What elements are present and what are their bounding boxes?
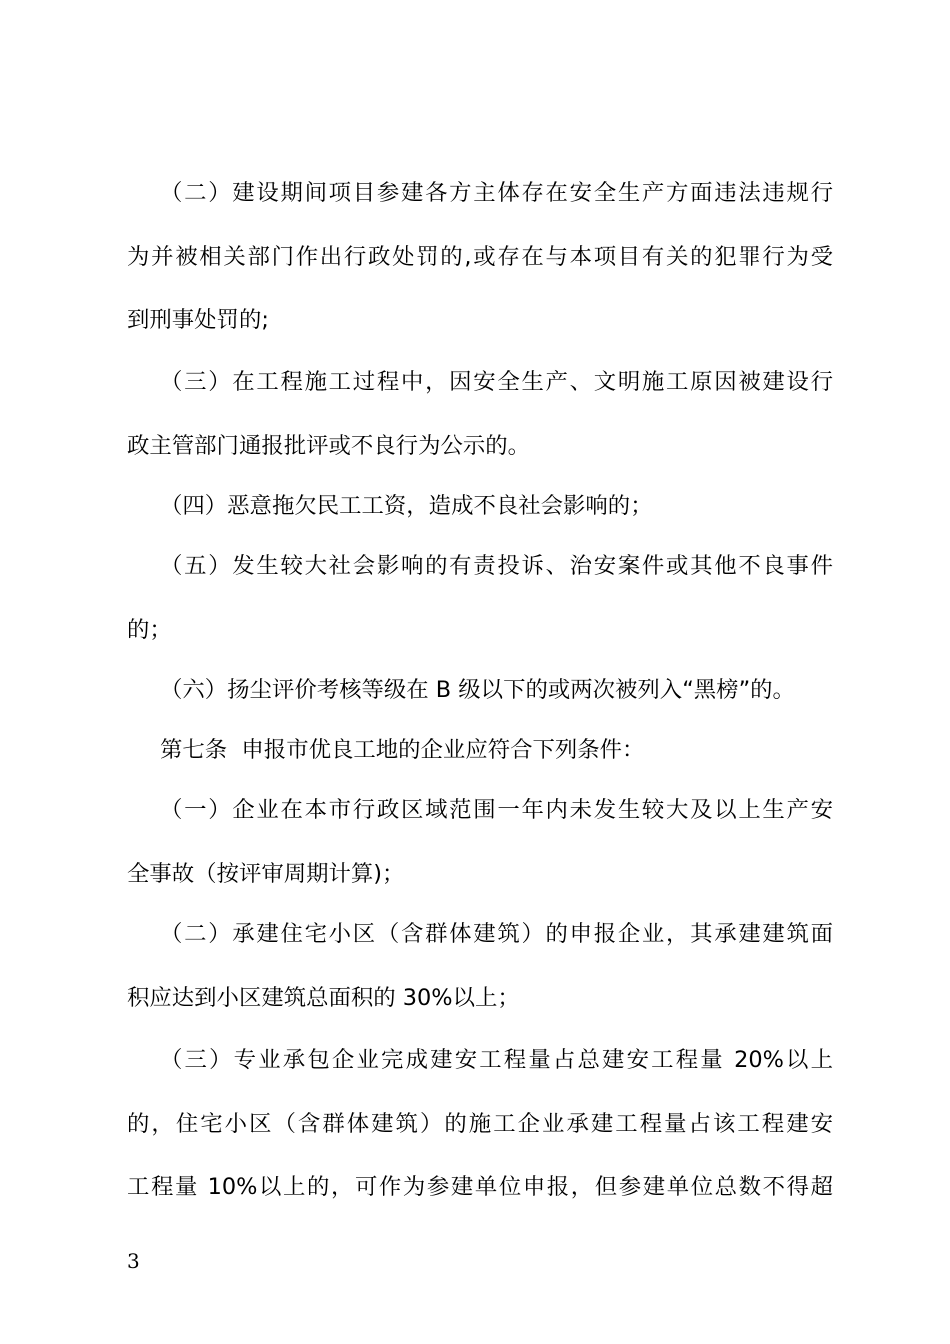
paragraph-line: （五）发生较大社会影响的有责投诉、治安案件或其他不良事件 <box>160 553 833 579</box>
article-heading: 第七条 申报市优良工地的企业应符合下列条件： <box>160 737 645 763</box>
paragraph-line: 的，住宅小区（含群体建筑）的施工企业承建工程量占该工程建安 <box>127 1111 833 1137</box>
paragraph-line: 政主管部门通报批评或不良行为公示的。 <box>127 433 531 459</box>
paragraph-line: （二）建设期间项目参建各方主体存在安全生产方面违法违规行 <box>160 180 833 206</box>
paragraph-line: 为并被相关部门作出行政处罚的,或存在与本项目有关的犯罪行为受 <box>127 244 833 270</box>
paragraph-line: （三）专业承包企业完成建安工程量占总建安工程量 20%以上 <box>160 1047 833 1073</box>
paragraph-line: （四）恶意拖欠民工工资，造成不良社会影响的； <box>160 493 653 519</box>
paragraph-line: 工程量 10%以上的，可作为参建单位申报，但参建单位总数不得超 <box>127 1174 833 1200</box>
page-number: 3 <box>127 1249 140 1273</box>
paragraph-line: 全事故（按评审周期计算)； <box>127 861 405 887</box>
paragraph-line: 到刑事处罚的; <box>127 307 269 333</box>
paragraph-line: （三）在工程施工过程中，因安全生产、文明施工原因被建设行 <box>160 369 833 395</box>
paragraph-line: （一）企业在本市行政区域范围一年内未发生较大及以上生产安 <box>160 797 833 823</box>
paragraph-line: 积应达到小区建筑总面积的 30%以上； <box>127 985 520 1011</box>
paragraph-line: （二）承建住宅小区（含群体建筑）的申报企业，其承建建筑面 <box>160 921 833 947</box>
paragraph-line: 的； <box>127 617 172 643</box>
paragraph-line: （六）扬尘评价考核等级在 B 级以下的或两次被列入“黑榜”的。 <box>160 677 795 703</box>
